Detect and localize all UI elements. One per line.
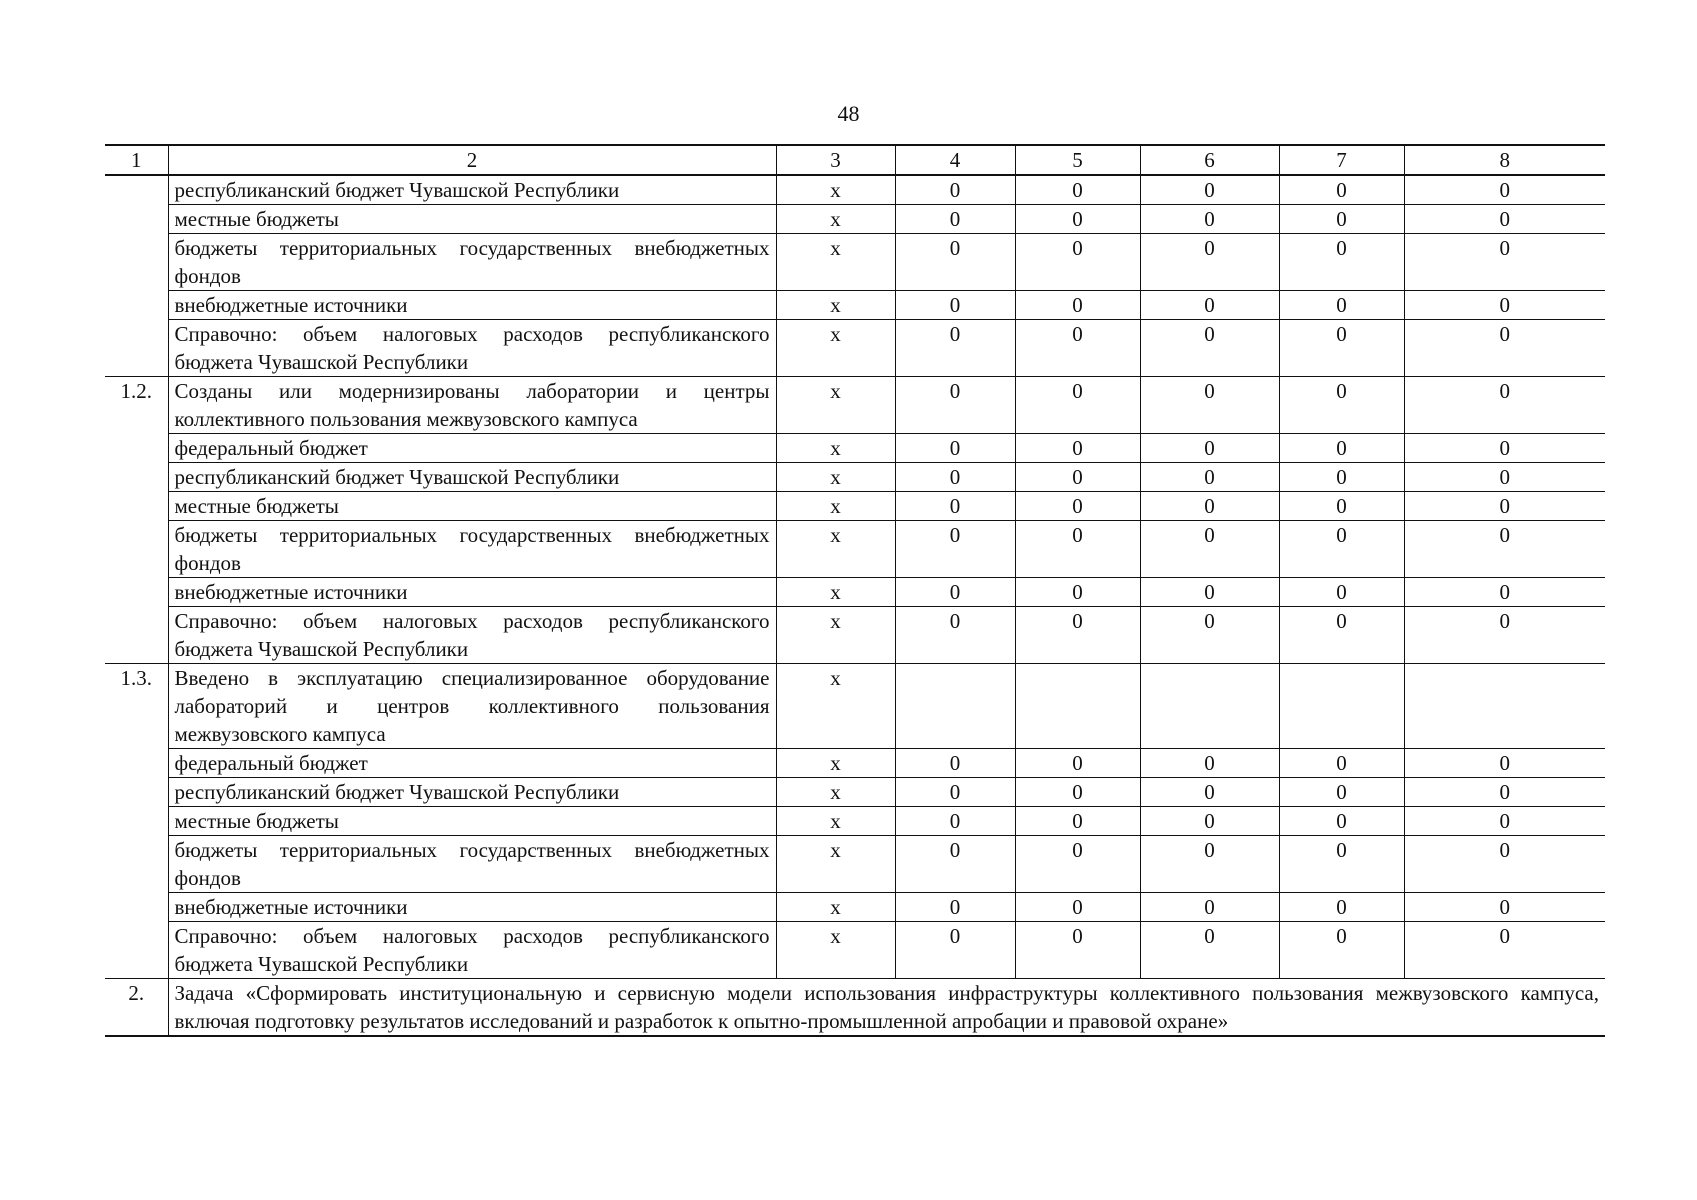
- value-cell: 0: [1015, 778, 1140, 807]
- value-cell: 0: [1015, 205, 1140, 234]
- value-cell: 0: [1404, 175, 1605, 205]
- value-cell: 0: [1279, 578, 1404, 607]
- value-cell: х: [776, 175, 895, 205]
- value-cell: 0: [1140, 434, 1279, 463]
- value-cell: 0: [1279, 607, 1404, 664]
- table-row: [105, 922, 1605, 979]
- value-cell: 0: [1140, 607, 1279, 664]
- value-cell: 0: [895, 377, 1015, 434]
- value-cell: 0: [1015, 463, 1140, 492]
- value-cell: 0: [1015, 377, 1140, 434]
- table-row: [105, 175, 1605, 205]
- value-cell: 0: [1404, 205, 1605, 234]
- value-cell: х: [776, 664, 895, 749]
- value-cell: 0: [895, 521, 1015, 578]
- value-cell: 0: [1279, 234, 1404, 291]
- value-cell: 0: [895, 175, 1015, 205]
- value-cell: 0: [1015, 922, 1140, 979]
- value-cell: х: [776, 521, 895, 578]
- value-cell: 0: [1140, 521, 1279, 578]
- row-label: местные бюджеты: [168, 807, 776, 836]
- value-cell: 0: [1015, 175, 1140, 205]
- value-cell: х: [776, 922, 895, 979]
- table-row: [105, 205, 1605, 234]
- value-cell: 0: [895, 607, 1015, 664]
- row-label: внебюджетные источники: [168, 291, 776, 320]
- value-cell: 0: [1140, 749, 1279, 778]
- value-cell: 0: [1404, 893, 1605, 922]
- value-cell: 0: [1279, 463, 1404, 492]
- value-cell: 0: [895, 778, 1015, 807]
- value-cell: х: [776, 749, 895, 778]
- value-cell: 0: [1015, 578, 1140, 607]
- header-cell: 3: [776, 145, 895, 175]
- value-cell: 0: [1279, 521, 1404, 578]
- table-row: [105, 377, 1605, 434]
- value-cell: х: [776, 320, 895, 377]
- task-row: [105, 979, 1605, 1037]
- value-cell: 0: [1140, 836, 1279, 893]
- table-row: [105, 607, 1605, 664]
- value-cell: 0: [1140, 205, 1279, 234]
- value-cell: 0: [1140, 377, 1279, 434]
- value-cell: 0: [1279, 836, 1404, 893]
- value-cell: 0: [1404, 749, 1605, 778]
- value-cell: 0: [1404, 434, 1605, 463]
- row-index: 1.2.: [105, 377, 168, 664]
- row-label: внебюджетные источники: [168, 578, 776, 607]
- value-cell: 0: [1404, 492, 1605, 521]
- value-cell: 0: [1140, 234, 1279, 291]
- header-cell: 8: [1404, 145, 1605, 175]
- header-cell: 1: [105, 145, 168, 175]
- value-cell: 0: [895, 205, 1015, 234]
- row-index: [105, 175, 168, 377]
- table-row: [105, 234, 1605, 291]
- value-cell: 0: [1140, 463, 1279, 492]
- table-row: [105, 749, 1605, 778]
- value-cell: х: [776, 434, 895, 463]
- value-cell: 0: [1404, 922, 1605, 979]
- value-cell: 0: [1279, 320, 1404, 377]
- value-cell: 0: [1404, 291, 1605, 320]
- table-row: [105, 893, 1605, 922]
- value-cell: 0: [1404, 836, 1605, 893]
- header-cell: 7: [1279, 145, 1404, 175]
- value-cell: 0: [1140, 291, 1279, 320]
- value-cell: 0: [1279, 205, 1404, 234]
- value-cell: х: [776, 205, 895, 234]
- value-cell: 0: [895, 922, 1015, 979]
- row-label: бюджеты территориальных государственных внебюджетных фондов: [168, 521, 776, 578]
- value-cell: 0: [1404, 807, 1605, 836]
- value-cell: 0: [1279, 778, 1404, 807]
- value-cell: 0: [1140, 492, 1279, 521]
- value-cell: 0: [1015, 521, 1140, 578]
- row-label: местные бюджеты: [168, 492, 776, 521]
- value-cell: 0: [1015, 893, 1140, 922]
- table-row: [105, 291, 1605, 320]
- table-row: [105, 807, 1605, 836]
- value-cell: х: [776, 807, 895, 836]
- table-row: [105, 578, 1605, 607]
- value-cell: х: [776, 234, 895, 291]
- value-cell: 0: [1015, 492, 1140, 521]
- table-row: [105, 320, 1605, 377]
- financing-table: [105, 144, 1605, 1037]
- row-label: Созданы или модернизированы лаборатории и центры коллективного пользования межвузовского кампуса: [168, 377, 776, 434]
- row-label: Справочно: объем налоговых расходов республиканского бюджета Чувашской Республики: [168, 607, 776, 664]
- value-cell: 0: [1279, 492, 1404, 521]
- value-cell: 0: [1015, 434, 1140, 463]
- header-cell: 4: [895, 145, 1015, 175]
- value-cell: 0: [1140, 922, 1279, 979]
- header-row: [105, 145, 1605, 175]
- value-cell: 0: [895, 807, 1015, 836]
- row-label: республиканский бюджет Чувашской Республики: [168, 175, 776, 205]
- value-cell: 0: [1404, 578, 1605, 607]
- header-cell: 5: [1015, 145, 1140, 175]
- value-cell: х: [776, 377, 895, 434]
- row-index: 1.3.: [105, 664, 168, 979]
- table-row: [105, 664, 1605, 749]
- table-row: [105, 463, 1605, 492]
- value-cell: 0: [1279, 807, 1404, 836]
- row-label: бюджеты территориальных государственных внебюджетных фондов: [168, 234, 776, 291]
- value-cell: 0: [1015, 234, 1140, 291]
- value-cell: [1279, 664, 1404, 749]
- value-cell: х: [776, 291, 895, 320]
- row-label: республиканский бюджет Чувашской Республики: [168, 463, 776, 492]
- value-cell: 0: [1279, 291, 1404, 320]
- value-cell: х: [776, 607, 895, 664]
- row-label: бюджеты территориальных государственных внебюджетных фондов: [168, 836, 776, 893]
- value-cell: 0: [895, 463, 1015, 492]
- value-cell: х: [776, 492, 895, 521]
- table-row: [105, 778, 1605, 807]
- row-label: республиканский бюджет Чувашской Республики: [168, 778, 776, 807]
- value-cell: х: [776, 778, 895, 807]
- value-cell: 0: [1404, 607, 1605, 664]
- row-label: федеральный бюджет: [168, 434, 776, 463]
- value-cell: 0: [1279, 175, 1404, 205]
- value-cell: 0: [1140, 578, 1279, 607]
- value-cell: 0: [1015, 807, 1140, 836]
- table-row: [105, 434, 1605, 463]
- value-cell: 0: [1404, 463, 1605, 492]
- value-cell: х: [776, 578, 895, 607]
- value-cell: 0: [1140, 320, 1279, 377]
- value-cell: 0: [1140, 778, 1279, 807]
- value-cell: 0: [1279, 749, 1404, 778]
- value-cell: [1404, 664, 1605, 749]
- page-number: 48: [837, 101, 860, 126]
- value-cell: [1140, 664, 1279, 749]
- value-cell: 0: [1279, 434, 1404, 463]
- value-cell: 0: [1015, 749, 1140, 778]
- row-label: Справочно: объем налоговых расходов республиканского бюджета Чувашской Республики: [168, 922, 776, 979]
- header-cell: 6: [1140, 145, 1279, 175]
- value-cell: 0: [895, 749, 1015, 778]
- table-row: [105, 492, 1605, 521]
- value-cell: 0: [895, 434, 1015, 463]
- value-cell: 0: [895, 893, 1015, 922]
- value-cell: 0: [1140, 175, 1279, 205]
- value-cell: 0: [1015, 836, 1140, 893]
- table-body: [105, 145, 1605, 1036]
- value-cell: 0: [1404, 320, 1605, 377]
- value-cell: 0: [1015, 291, 1140, 320]
- task-text: Задача «Сформировать институциональную и сервисную модели использования инфраструктуры коллективного пользования межвузовского кампуса, включая подготовку результатов исследований и разработок к опытно-промышленной апробации и правовой охране»: [168, 979, 1605, 1037]
- value-cell: [895, 664, 1015, 749]
- row-label: местные бюджеты: [168, 205, 776, 234]
- value-cell: 0: [895, 836, 1015, 893]
- value-cell: 0: [1404, 377, 1605, 434]
- value-cell: х: [776, 893, 895, 922]
- row-label: внебюджетные источники: [168, 893, 776, 922]
- header-cell: 2: [168, 145, 776, 175]
- task-index: 2.: [105, 979, 168, 1037]
- value-cell: 0: [1015, 320, 1140, 377]
- value-cell: 0: [1404, 778, 1605, 807]
- value-cell: 0: [1279, 893, 1404, 922]
- value-cell: 0: [1404, 234, 1605, 291]
- value-cell: 0: [1140, 893, 1279, 922]
- row-label: Справочно: объем налоговых расходов республиканского бюджета Чувашской Республики: [168, 320, 776, 377]
- value-cell: [1015, 664, 1140, 749]
- value-cell: х: [776, 463, 895, 492]
- value-cell: 0: [1404, 521, 1605, 578]
- table-row: [105, 521, 1605, 578]
- table-row: [105, 836, 1605, 893]
- value-cell: 0: [1015, 607, 1140, 664]
- value-cell: 0: [895, 291, 1015, 320]
- value-cell: 0: [1279, 922, 1404, 979]
- value-cell: 0: [895, 320, 1015, 377]
- value-cell: 0: [895, 234, 1015, 291]
- row-label: Введено в эксплуатацию специализированное оборудование лабораторий и центров коллективного пользования межвузовского кампуса: [168, 664, 776, 749]
- value-cell: 0: [1140, 807, 1279, 836]
- value-cell: х: [776, 836, 895, 893]
- value-cell: 0: [895, 578, 1015, 607]
- value-cell: 0: [895, 492, 1015, 521]
- value-cell: 0: [1279, 377, 1404, 434]
- row-label: федеральный бюджет: [168, 749, 776, 778]
